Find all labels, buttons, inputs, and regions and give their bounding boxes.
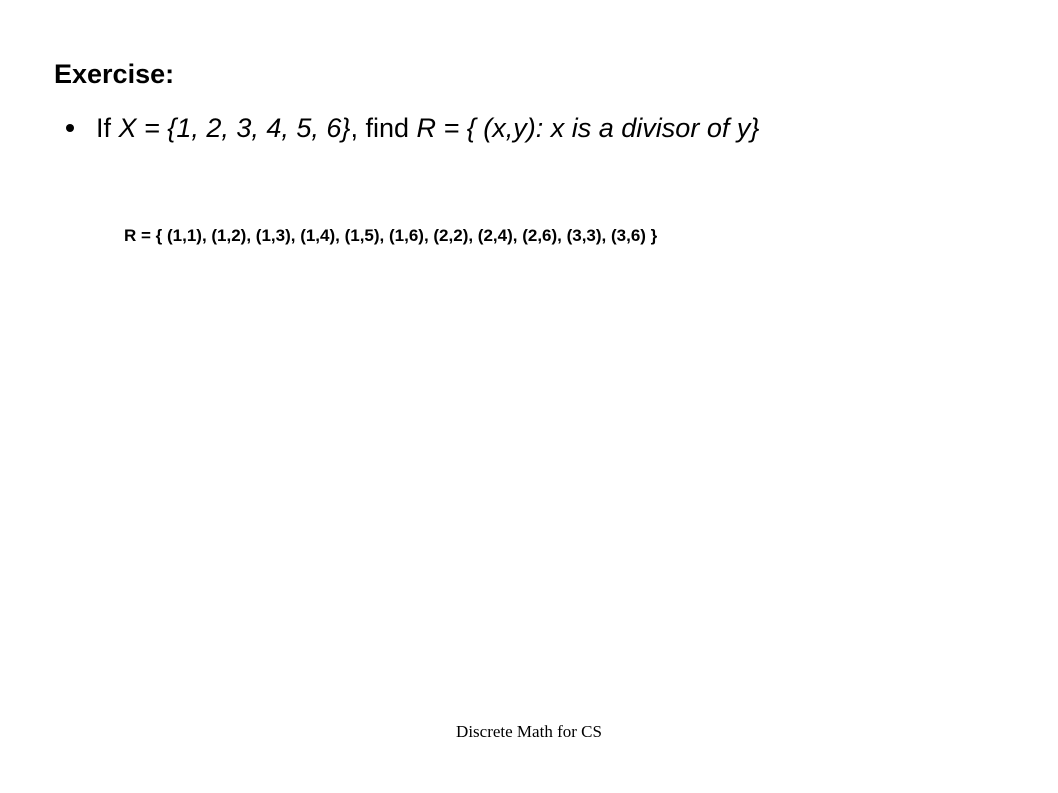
question-prefix: If [96, 113, 119, 143]
relation-definition: R = { (x,y): x is a divisor of y} [416, 113, 760, 143]
slide-title: Exercise: [54, 59, 175, 89]
exercise-question [96, 110, 759, 146]
question-middle: , find [350, 113, 417, 143]
answer-relation: R = { (1,1), (1,2), (1,3), (1,4), (1,5), (1,6), (2,2), (2,4), (2,6), (3,3), (3,6) } [124, 226, 658, 245]
exercise-bullet [66, 108, 759, 148]
bullet-dot-icon [66, 124, 74, 132]
slide-footer: Discrete Math for CS [456, 722, 602, 741]
set-x-definition: X = {1, 2, 3, 4, 5, 6} [118, 113, 351, 143]
